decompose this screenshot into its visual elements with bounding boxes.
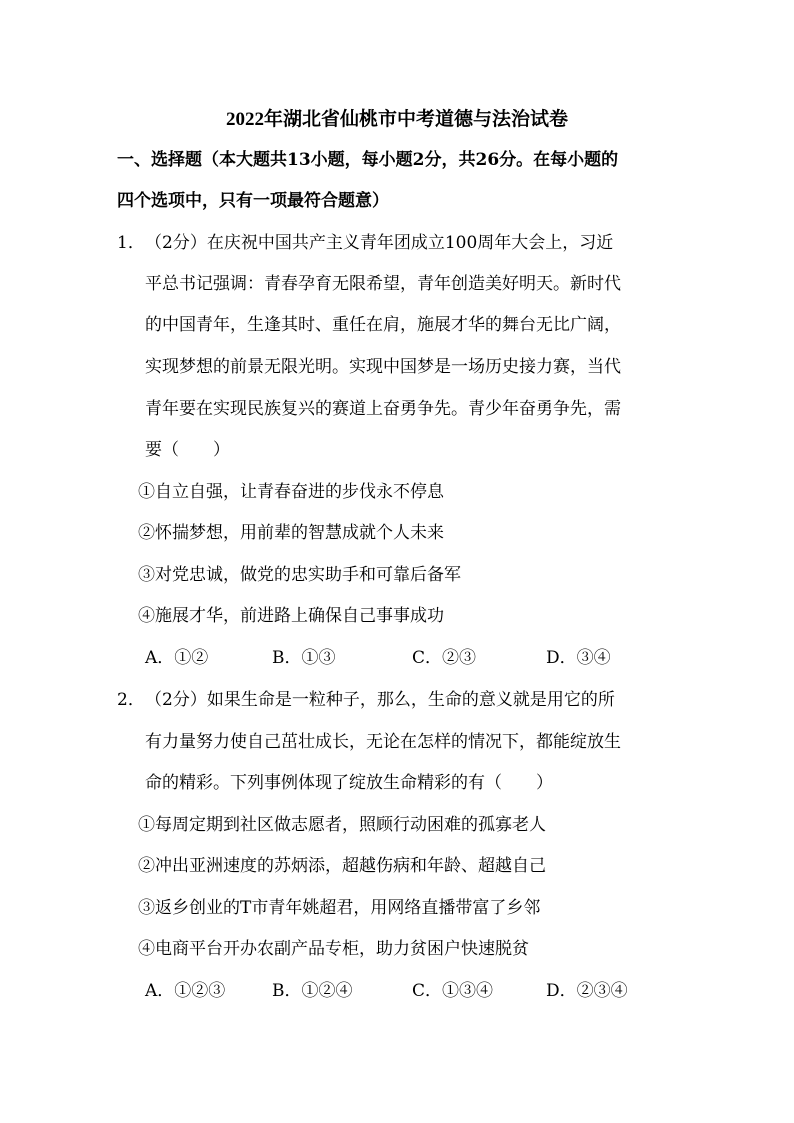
question-1-stem-line: 青年要在实现民族复兴的赛道上奋勇争先。青少年奋勇争先，需: [145, 399, 621, 419]
question-2-option-d[interactable]: D．②③④: [546, 981, 628, 1001]
question-1-item: ③对党忠诚，做党的忠实助手和可靠后备军: [138, 565, 461, 585]
question-1-item: ②怀揣梦想，用前辈的智慧成就个人未来: [138, 523, 444, 543]
section-heading-line-2: 四个选项中，只有一项最符合题意）: [117, 191, 389, 211]
question-1-item: ①自立自强，让青春奋进的步伐永不停息: [138, 482, 444, 502]
question-2-item: ③返乡创业的T市青年姚超君，用网络直播带富了乡邻: [138, 898, 541, 918]
question-1-stem-line: 的中国青年，生逢其时、重任在肩，施展才华的舞台无比广阔，: [145, 315, 621, 335]
question-2-stem-line: （2分）如果生命是一粒种子，那么，生命的意义就是用它的所: [145, 690, 615, 710]
question-1-item: ④施展才华，前进路上确保自己事事成功: [138, 606, 444, 626]
question-2-number: 2．: [117, 690, 145, 710]
question-2-stem-line: 有力量努力使自己茁壮成长，无论在怎样的情况下，都能绽放生: [145, 732, 621, 752]
question-2-option-b[interactable]: B．①②④: [272, 981, 353, 1001]
page-title: 2022年湖北省仙桃市中考道德与法治试卷: [225, 109, 568, 130]
question-2-stem-line: 命的精彩。下列事例体现了绽放生命精彩的有（ ）: [145, 773, 553, 793]
question-1-option-a[interactable]: A．①②: [145, 648, 209, 668]
question-1-option-b[interactable]: B．①③: [272, 648, 336, 668]
section-heading-line-1: 一、选择题（本大题共13小题，每小题2分，共26分。在每小题的: [117, 150, 619, 170]
question-2-option-c[interactable]: C．①③④: [412, 981, 494, 1001]
question-2-option-a[interactable]: A．①②③: [145, 981, 226, 1001]
question-1-stem-line: 实现梦想的前景无限光明。实现中国梦是一场历史接力赛，当代: [145, 357, 621, 377]
question-1-option-d[interactable]: D．③④: [546, 648, 611, 668]
question-1-stem-line: 要（ ）: [145, 440, 230, 460]
question-1-stem-line: 平总书记强调：青春孕育无限希望，青年创造美好明天。新时代: [145, 274, 621, 294]
question-1-number: 1．: [117, 233, 145, 253]
question-1-stem-line: （2分）在庆祝中国共产主义青年团成立100周年大会上，习近: [145, 233, 614, 253]
question-1-option-c[interactable]: C．②③: [412, 648, 477, 668]
question-2-item: ①每周定期到社区做志愿者，照顾行动困难的孤寡老人: [138, 815, 546, 835]
question-2-item: ④电商平台开办农副产品专柜，助力贫困户快速脱贫: [138, 939, 529, 959]
question-2-item: ②冲出亚洲速度的苏炳添，超越伤病和年龄、超越自己: [138, 856, 546, 876]
